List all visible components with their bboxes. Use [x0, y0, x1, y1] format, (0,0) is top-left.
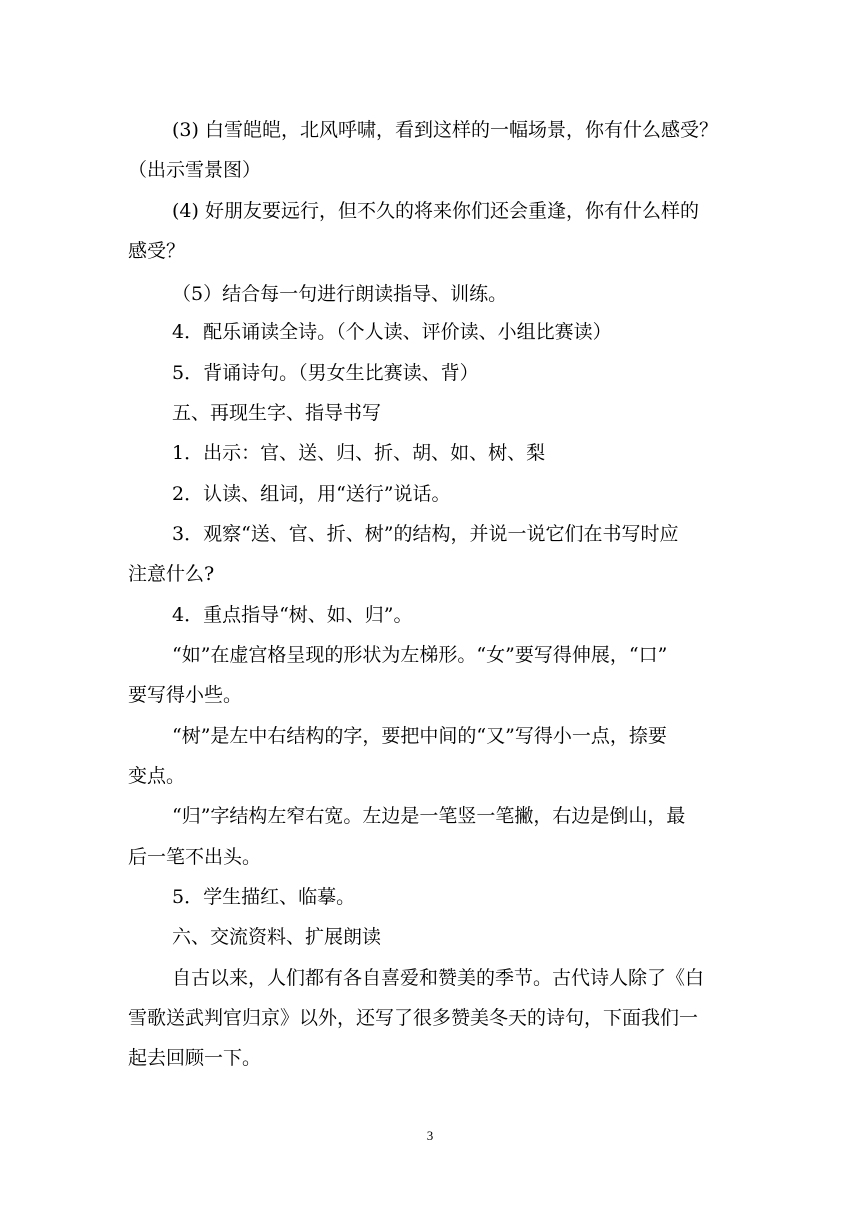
text-line: （5）结合每一句进行朗读指导、训练。	[172, 283, 508, 305]
text-line: 4．重点指导“树、如、归”。	[172, 604, 413, 626]
text-line: 1．出示：官、送、归、折、胡、如、树、梨	[172, 442, 546, 464]
text-line: 5．背诵诗句。（男女生比赛读、背）	[172, 362, 479, 384]
text-line: “如”在虚宫格呈现的形状为左梯形。“女”要写得伸展，“口”	[172, 644, 668, 666]
section-heading: 六、交流资料、扩展朗读	[172, 926, 382, 948]
text-line: (3) 白雪皑皑，北风呼啸，看到这样的一幅场景，你有什么感受？	[172, 119, 718, 141]
text-line: “树”是左中右结构的字，要把中间的“又”写得小一点，捺要	[172, 725, 667, 747]
text-line: 3．观察“送、官、折、树”的结构，并说一说它们在书写时应	[172, 523, 679, 545]
text-line: 4．配乐诵读全诗。（个人读、评价读、小组比赛读）	[172, 321, 612, 343]
text-line: （出示雪景图）	[128, 159, 262, 181]
text-line: 注意什么?	[128, 563, 215, 585]
text-line: 感受？	[128, 240, 186, 262]
text-line: 自古以来，人们都有各自喜爱和赞美的季节。古代诗人除了《白	[172, 967, 705, 989]
text-line: (4) 好朋友要远行，但不久的将来你们还会重逢，你有什么样的	[172, 200, 699, 222]
text-line: 后一笔不出头。	[128, 846, 262, 868]
text-line: 起去回顾一下。	[128, 1047, 262, 1069]
page-number: 3	[426, 1128, 434, 1143]
text-line: 要写得小些。	[128, 684, 243, 706]
text-line: 5．学生描红、临摹。	[172, 886, 356, 908]
text-line: 雪歌送武判官归京》以外，还写了很多赞美冬天的诗句，下面我们一	[128, 1007, 699, 1029]
text-line: “归”字结构左窄右宽。左边是一笔竖一笔撇，右边是倒山，最	[172, 805, 686, 827]
text-line: 2．认读、组词，用“送行”说话。	[172, 483, 451, 505]
section-heading: 五、再现生字、指导书写	[172, 402, 382, 424]
text-line: 变点。	[128, 765, 186, 787]
